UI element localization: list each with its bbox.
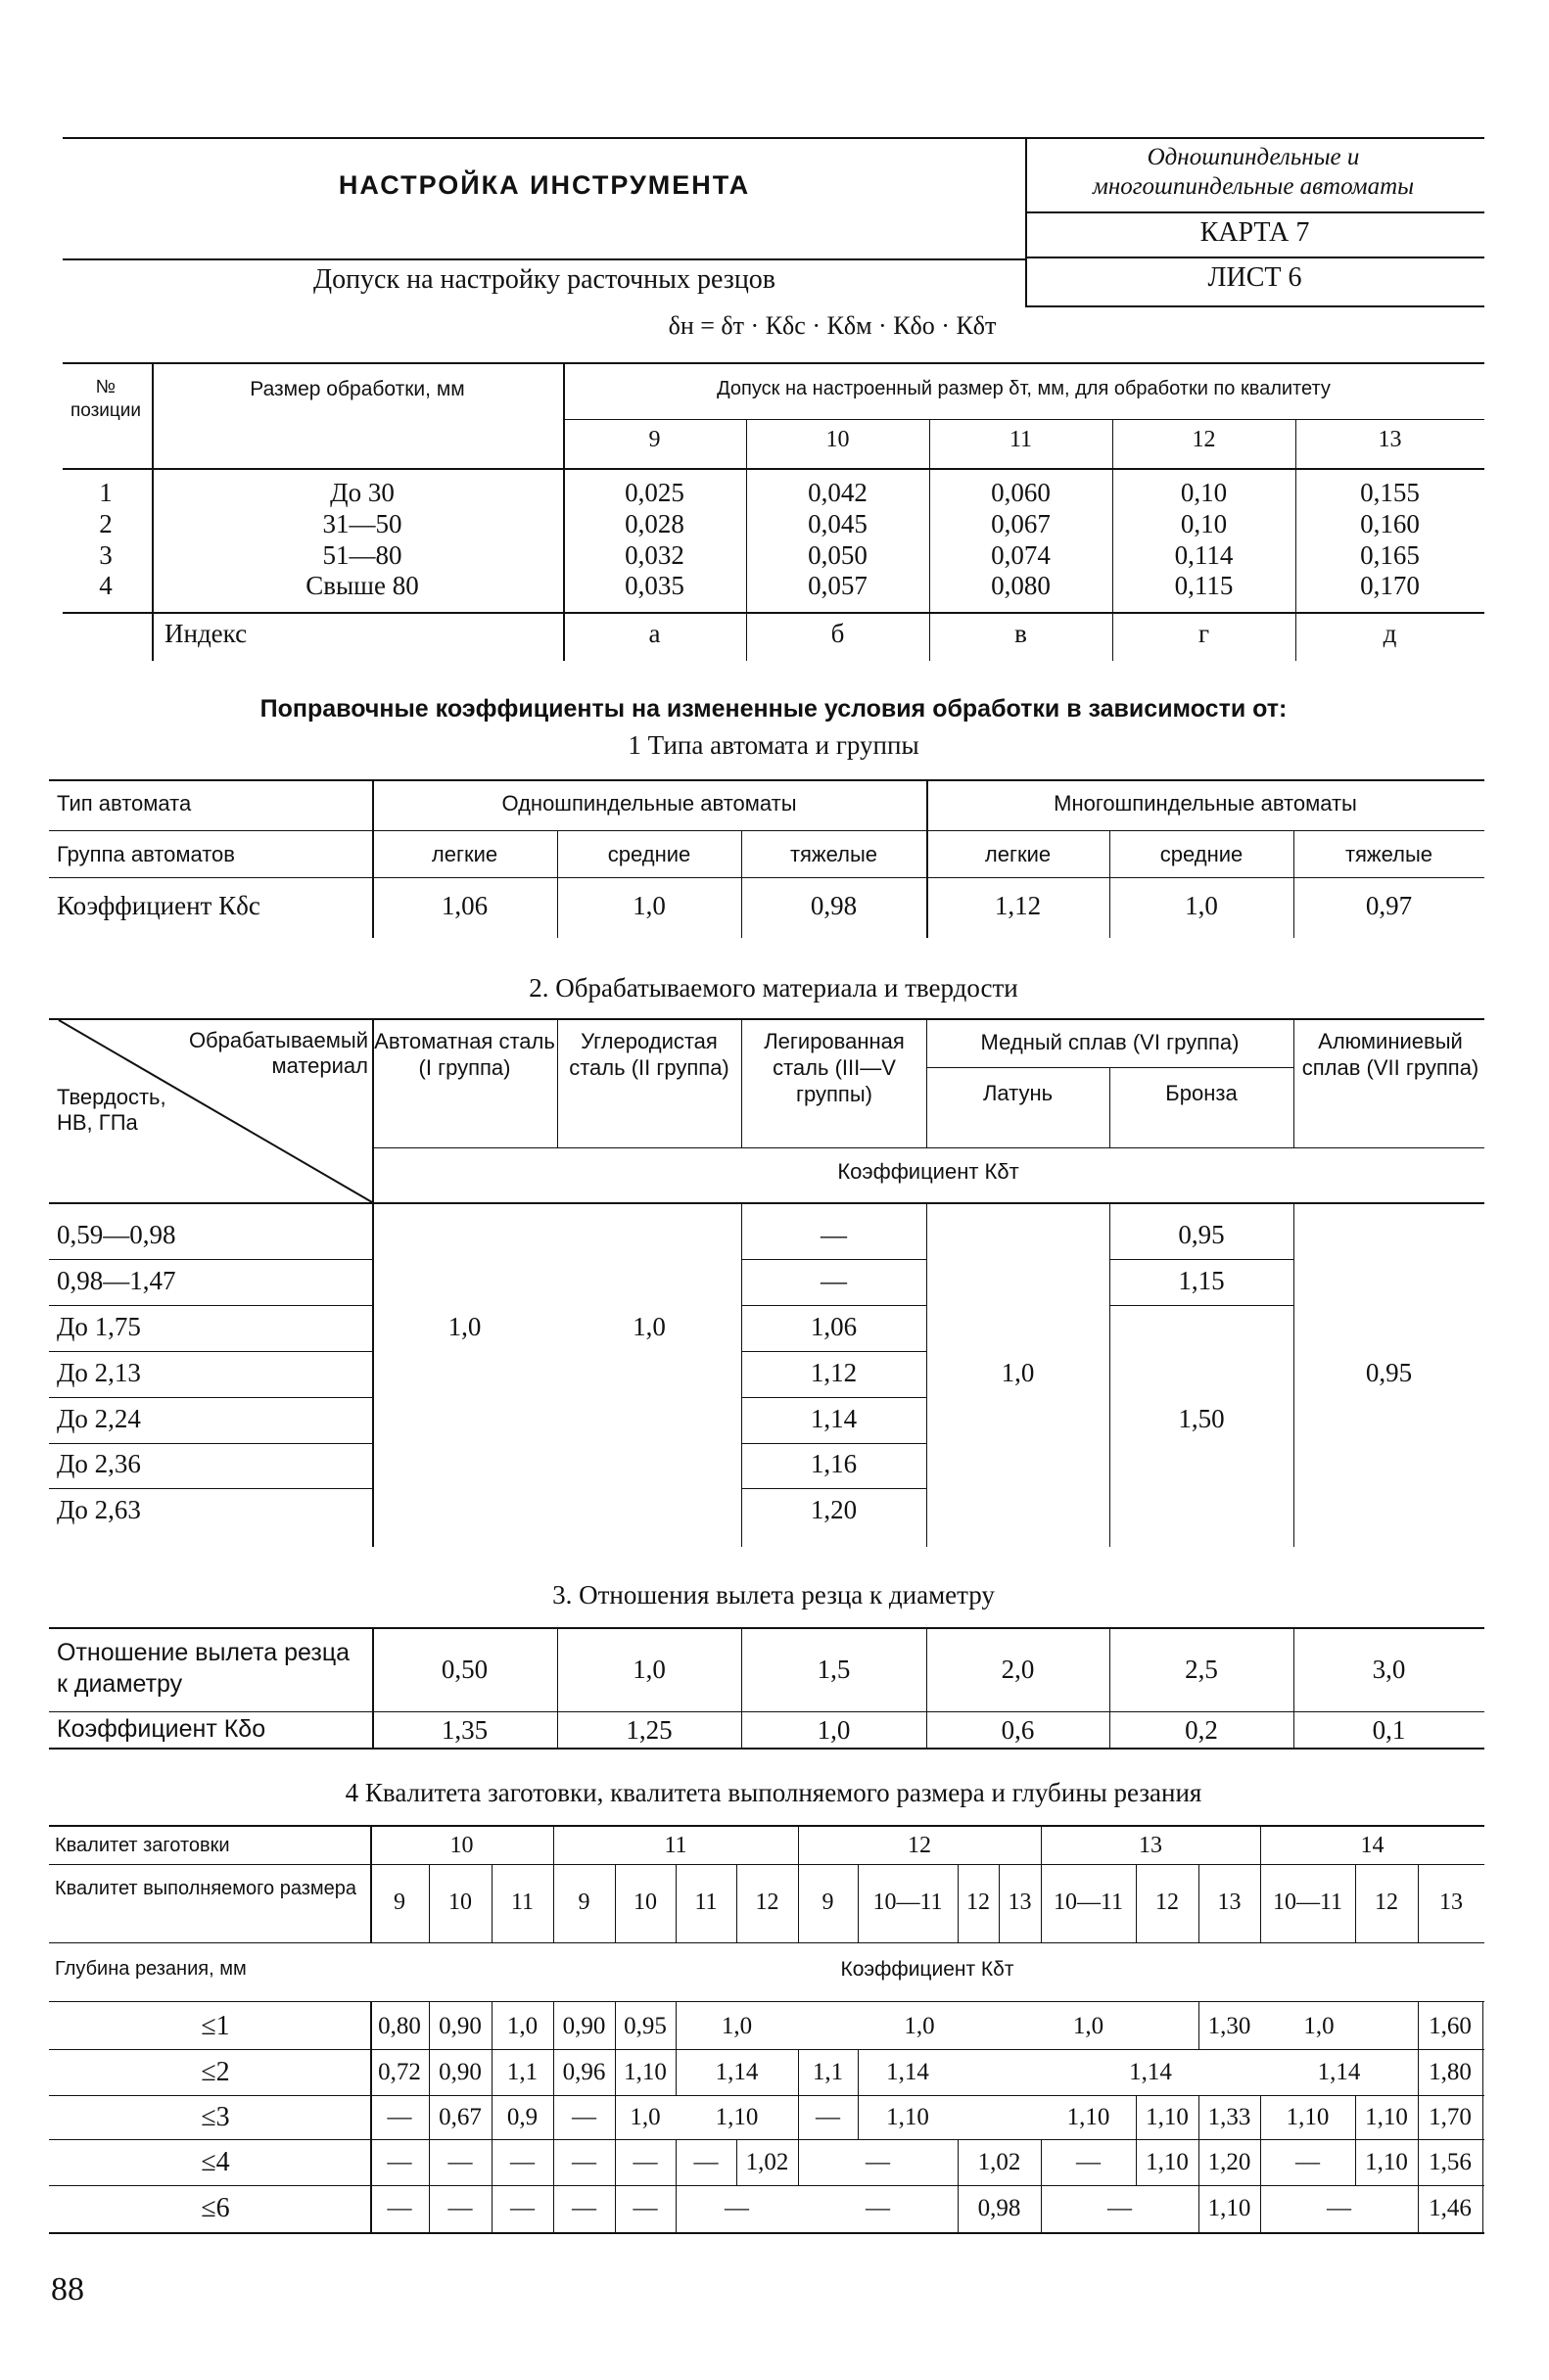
group-cell: средние bbox=[1159, 842, 1244, 866]
alloy-value: 1,06 bbox=[810, 1312, 858, 1341]
subtitle: Допуск на настройку расточных резцов bbox=[312, 264, 776, 295]
size-cell: Свыше 80 bbox=[305, 571, 419, 600]
bronze-value: 0,95 bbox=[1178, 1220, 1225, 1249]
ratio-cell: 1,5 bbox=[817, 1655, 851, 1684]
carbon-steel-value: 1,0 bbox=[633, 1312, 666, 1341]
aluminium-value: 0,95 bbox=[1365, 1358, 1413, 1387]
quality-header: 9 bbox=[648, 427, 661, 452]
brass-value: 1,0 bbox=[1001, 1358, 1035, 1387]
coef-cell: 0,95 bbox=[624, 2013, 667, 2039]
coef-cell: — bbox=[387, 2195, 412, 2221]
col-aluminium: Алюминиевый сплав (VII группа) bbox=[1301, 1029, 1479, 1080]
done-grade-cell: 10 bbox=[634, 1890, 657, 1915]
multi-spindle-header: Многошпиндельные автоматы bbox=[1054, 791, 1357, 816]
coef-cell: 1,56 bbox=[1429, 2149, 1472, 2175]
hardness-cell: До 1,75 bbox=[57, 1312, 141, 1341]
col-carbon-steel: Углеродистая сталь (II группа) bbox=[569, 1029, 729, 1080]
depth-cell: ≤3 bbox=[201, 2102, 230, 2132]
value-cell: 0,074 bbox=[991, 540, 1051, 570]
position-cell: 4 bbox=[99, 571, 113, 600]
group-label: Группа автоматов bbox=[57, 842, 235, 866]
coef-cell: 1,10 bbox=[886, 2104, 929, 2130]
value-cell: 0,060 bbox=[991, 478, 1051, 507]
size-cell: До 30 bbox=[330, 478, 395, 507]
group-cell: легкие bbox=[984, 842, 1052, 866]
coef-cell: 1,10 bbox=[715, 2104, 759, 2130]
coef-cell: 1,80 bbox=[1429, 2059, 1472, 2085]
hardness-cell: До 2,24 bbox=[57, 1404, 141, 1433]
coef-label: Коэффициент Кδс bbox=[57, 891, 260, 920]
value-cell: 0,050 bbox=[808, 540, 868, 570]
coef-cell: 1,10 bbox=[624, 2059, 667, 2085]
value-cell: 0,10 bbox=[1180, 509, 1228, 538]
value-cell: 0,155 bbox=[1360, 478, 1420, 507]
coef-cell: 1,0 bbox=[633, 891, 666, 920]
done-grade-cell: 10—11 bbox=[1053, 1890, 1124, 1915]
coef-cell: — bbox=[572, 2195, 596, 2221]
coef-cell: 1,10 bbox=[1365, 2104, 1408, 2130]
coef-cell: 1,14 bbox=[886, 2059, 929, 2085]
group-cell: легкие bbox=[431, 842, 498, 866]
coef-cell: — bbox=[1295, 2149, 1320, 2175]
coef-cell: 1,46 bbox=[1429, 2195, 1472, 2221]
coef-cell: — bbox=[1107, 2195, 1132, 2221]
coef-cell: — bbox=[572, 2149, 596, 2175]
done-grade-cell: 9 bbox=[821, 1890, 834, 1915]
done-grade-cell: 13 bbox=[1008, 1890, 1032, 1915]
coef-cell: 1,10 bbox=[1207, 2195, 1251, 2221]
ratio-cell: 3,0 bbox=[1372, 1655, 1406, 1684]
section-2-title: 2. Обрабатываемого материала и твердости bbox=[529, 973, 1018, 1003]
group-cell: средние bbox=[607, 842, 691, 866]
alloy-value: 1,14 bbox=[810, 1404, 858, 1433]
coef-cell: 0,90 bbox=[562, 2013, 606, 2039]
section-4-title: 4 Квалитета заготовки, квалитета выполняемого размера и глубины резания bbox=[345, 1778, 1202, 1807]
group-cell: тяжелые bbox=[789, 842, 878, 866]
value-cell: 0,035 bbox=[625, 571, 684, 600]
coef-cell: 1,0 bbox=[506, 2013, 539, 2039]
ratio-cell: 2,0 bbox=[1001, 1655, 1035, 1684]
position-cell: 2 bbox=[99, 509, 113, 538]
coef-header: Коэффициент Кδт bbox=[837, 1159, 1019, 1184]
coef-cell: 0,98 bbox=[810, 891, 858, 920]
done-grade-cell: 12 bbox=[966, 1890, 990, 1915]
coef-cell: 1,0 bbox=[1303, 2013, 1335, 2039]
depth-cell: ≤2 bbox=[201, 2057, 230, 2087]
coef-cell: 1,30 bbox=[1207, 2013, 1251, 2039]
index-label: Индекс bbox=[164, 619, 248, 648]
coef-cell: — bbox=[387, 2149, 412, 2175]
group-cell: тяжелые bbox=[1344, 842, 1433, 866]
type-label: Тип автомата bbox=[57, 791, 192, 816]
coef-cell: 0,97 bbox=[1365, 891, 1413, 920]
coef-cell: 1,0 bbox=[1072, 2013, 1104, 2039]
coef-cell: 1,35 bbox=[441, 1715, 489, 1745]
coef-label: Коэффициент Кδо bbox=[57, 1715, 266, 1743]
coef-cell: 1,14 bbox=[715, 2059, 759, 2085]
coef-cell: — bbox=[387, 2104, 412, 2130]
alloy-value: 1,16 bbox=[810, 1449, 858, 1478]
corrections-title: Поправочные коэффициенты на измененные условия обработки в зависимости от: bbox=[259, 695, 1288, 723]
coef-cell: 0,90 bbox=[439, 2059, 482, 2085]
coef-cell: 1,1 bbox=[506, 2059, 539, 2085]
depth-cell: ≤1 bbox=[201, 2011, 230, 2041]
position-cell: 1 bbox=[99, 478, 113, 507]
done-grade-cell: 9 bbox=[578, 1890, 590, 1915]
coef-cell: — bbox=[725, 2195, 749, 2221]
coef-cell: 1,06 bbox=[441, 891, 489, 920]
coef-cell: — bbox=[633, 2149, 658, 2175]
size-cell: 31—50 bbox=[322, 509, 402, 538]
done-grade-cell: 11 bbox=[510, 1890, 535, 1915]
index-cell: б bbox=[830, 619, 845, 648]
value-cell: 0,080 bbox=[991, 571, 1051, 600]
value-cell: 0,032 bbox=[625, 540, 684, 570]
done-grade-cell: 13 bbox=[1217, 1890, 1242, 1915]
value-cell: 0,042 bbox=[808, 478, 868, 507]
coef-cell: 0,67 bbox=[439, 2104, 482, 2130]
coef-cell: 1,10 bbox=[1146, 2104, 1189, 2130]
coef-cell: 0,80 bbox=[378, 2013, 421, 2039]
done-grade-cell: 10—11 bbox=[1272, 1890, 1343, 1915]
value-cell: 0,160 bbox=[1360, 509, 1420, 538]
coef-cell: — bbox=[1327, 2195, 1351, 2221]
coef-cell: 1,10 bbox=[1365, 2149, 1408, 2175]
coef-cell: 0,2 bbox=[1185, 1715, 1218, 1745]
card-number: КАРТА 7 bbox=[1199, 217, 1310, 248]
blank-grade-label: Квалитет заготовки bbox=[55, 1835, 230, 1856]
hardness-cell: 0,98—1,47 bbox=[57, 1266, 176, 1295]
coef-cell: 1,0 bbox=[1185, 891, 1218, 920]
coef-cell: — bbox=[572, 2104, 596, 2130]
coef-cell: — bbox=[510, 2149, 535, 2175]
done-grade-cell: 9 bbox=[394, 1890, 405, 1915]
value-cell: 0,057 bbox=[808, 571, 868, 600]
coef-cell: 1,70 bbox=[1429, 2104, 1472, 2130]
col-tolerance-header: Допуск на настроенный размер δт, мм, для обработки по квалитету bbox=[717, 378, 1331, 399]
done-grade-cell: 10—11 bbox=[872, 1890, 943, 1915]
col-size-header: Размер обработки, мм bbox=[250, 378, 465, 400]
coef-cell: 1,33 bbox=[1207, 2104, 1251, 2130]
blank-grade-cell: 14 bbox=[1360, 1833, 1385, 1858]
hardness-cell: До 2,63 bbox=[57, 1495, 141, 1524]
coef-cell: — bbox=[447, 2149, 473, 2175]
auto-steel-value: 1,0 bbox=[447, 1312, 482, 1341]
hardness-cell: 0,59—0,98 bbox=[57, 1220, 176, 1249]
alloy-value: 1,12 bbox=[810, 1358, 858, 1387]
alloy-value: 1,20 bbox=[810, 1495, 858, 1524]
coef-cell: — bbox=[816, 2104, 840, 2130]
done-grade-cell: 12 bbox=[1155, 1890, 1179, 1915]
value-cell: 0,10 bbox=[1180, 478, 1228, 507]
col-brass: Латунь bbox=[982, 1081, 1054, 1105]
quality-header: 12 bbox=[1192, 427, 1216, 452]
section-1-title: 1 Типа автомата и группы bbox=[628, 730, 919, 760]
value-cell: 0,067 bbox=[991, 509, 1051, 538]
depth-cell: ≤6 bbox=[201, 2193, 230, 2223]
done-grade-label: Квалитет выполняемого размера bbox=[55, 1878, 357, 1899]
coef-cell: 1,10 bbox=[1286, 2104, 1330, 2130]
depth-label: Глубина резания, мм bbox=[55, 1958, 247, 1980]
done-grade-cell: 12 bbox=[1375, 1890, 1398, 1915]
coef-cell: — bbox=[633, 2195, 658, 2221]
ratio-label: Отношение вылета резца к диаметру bbox=[57, 1639, 351, 1698]
machine-type: Одношпиндельные и многошпиндельные автоматы bbox=[1092, 144, 1415, 200]
sheet-number: ЛИСТ 6 bbox=[1207, 262, 1302, 293]
ratio-cell: 0,50 bbox=[441, 1655, 489, 1684]
page-number: 88 bbox=[51, 2271, 84, 2308]
coef-cell: 1,02 bbox=[977, 2149, 1021, 2175]
coef-cell: 1,02 bbox=[745, 2149, 789, 2175]
coef-cell: 1,0 bbox=[817, 1715, 851, 1745]
blank-grade-cell: 12 bbox=[908, 1833, 931, 1858]
value-cell: 0,045 bbox=[808, 509, 868, 538]
ratio-cell: 2,5 bbox=[1185, 1655, 1218, 1684]
blank-grade-cell: 10 bbox=[449, 1833, 474, 1858]
coef-cell: 1,25 bbox=[626, 1715, 673, 1745]
page-title: НАСТРОЙКА ИНСТРУМЕНТА bbox=[338, 170, 751, 200]
blank-grade-cell: 11 bbox=[664, 1833, 687, 1858]
coef-cell: 0,72 bbox=[378, 2059, 421, 2085]
coef-cell: — bbox=[866, 2149, 890, 2175]
value-cell: 0,025 bbox=[625, 478, 684, 507]
coef-header: Коэффициент Кδт bbox=[840, 1958, 1014, 1981]
coef-cell: 1,10 bbox=[1066, 2104, 1110, 2130]
position-cell: 3 bbox=[99, 540, 113, 570]
coef-cell: 1,0 bbox=[721, 2013, 753, 2039]
value-cell: 0,165 bbox=[1360, 540, 1420, 570]
col-bronze: Бронза bbox=[1165, 1081, 1238, 1105]
coef-cell: 1,0 bbox=[904, 2013, 935, 2039]
coef-cell: 0,90 bbox=[439, 2013, 482, 2039]
coef-cell: 1,14 bbox=[1317, 2059, 1361, 2085]
coef-cell: 0,98 bbox=[977, 2195, 1021, 2221]
bronze-value: 1,15 bbox=[1178, 1266, 1225, 1295]
coef-cell: 0,1 bbox=[1372, 1715, 1406, 1745]
depth-cell: ≤4 bbox=[201, 2147, 230, 2177]
value-cell: 0,170 bbox=[1360, 571, 1420, 600]
hardness-cell: До 2,36 bbox=[57, 1449, 141, 1478]
coef-cell: — bbox=[510, 2195, 535, 2221]
coef-cell: 0,96 bbox=[562, 2059, 606, 2085]
coef-cell: 1,60 bbox=[1429, 2013, 1472, 2039]
done-grade-cell: 13 bbox=[1439, 1890, 1463, 1915]
section-3-title: 3. Отношения вылета резца к диаметру bbox=[552, 1580, 995, 1610]
coef-cell: 1,12 bbox=[994, 891, 1042, 920]
coef-cell: 1,0 bbox=[630, 2104, 661, 2130]
coef-cell: — bbox=[447, 2195, 473, 2221]
index-cell: г bbox=[1197, 619, 1210, 648]
bronze-value: 1,50 bbox=[1178, 1404, 1225, 1433]
hardness-label: Твердость, НВ, ГПа bbox=[57, 1085, 166, 1135]
value-cell: 0,115 bbox=[1174, 571, 1234, 600]
done-grade-cell: 12 bbox=[755, 1890, 779, 1915]
col-copper-alloy: Медный сплав (VI группа) bbox=[980, 1030, 1240, 1054]
alloy-value: — bbox=[821, 1220, 847, 1249]
size-cell: 51—80 bbox=[322, 540, 402, 570]
hardness-cell: До 2,13 bbox=[57, 1358, 141, 1387]
value-cell: 0,114 bbox=[1174, 540, 1234, 570]
index-cell: а bbox=[648, 619, 661, 648]
coef-cell: 0,6 bbox=[1001, 1715, 1035, 1745]
ratio-cell: 1,0 bbox=[633, 1655, 666, 1684]
quality-header: 11 bbox=[1009, 427, 1033, 452]
coef-cell: 1,20 bbox=[1207, 2149, 1251, 2175]
col-auto-steel: Автоматная сталь (I группа) bbox=[374, 1029, 555, 1080]
col-position-header: № позиции bbox=[70, 377, 142, 421]
material-label: Обрабатываемый материал bbox=[188, 1028, 368, 1078]
coef-cell: 1,1 bbox=[812, 2059, 844, 2085]
single-spindle-header: Одношпиндельные автоматы bbox=[501, 791, 797, 816]
blank-grade-cell: 13 bbox=[1139, 1833, 1162, 1858]
index-cell: в bbox=[1014, 619, 1027, 648]
col-alloy-steel: Легированная сталь (III—V группы) bbox=[764, 1029, 905, 1106]
coef-cell: 1,10 bbox=[1146, 2149, 1189, 2175]
done-grade-cell: 11 bbox=[694, 1890, 718, 1915]
coef-cell: — bbox=[693, 2149, 719, 2175]
quality-header: 13 bbox=[1378, 427, 1402, 452]
done-grade-cell: 10 bbox=[448, 1890, 472, 1915]
index-cell: д bbox=[1383, 619, 1397, 648]
value-cell: 0,028 bbox=[625, 509, 684, 538]
coef-cell: — bbox=[1076, 2149, 1101, 2175]
quality-header: 10 bbox=[825, 427, 850, 452]
coef-cell: — bbox=[866, 2195, 890, 2221]
formula: δн = δт · Кδс · Кδм · Кδо · Кδт bbox=[668, 311, 997, 340]
coef-cell: 0,9 bbox=[506, 2104, 539, 2130]
alloy-value: — bbox=[821, 1266, 847, 1295]
coef-cell: 1,14 bbox=[1129, 2059, 1172, 2085]
